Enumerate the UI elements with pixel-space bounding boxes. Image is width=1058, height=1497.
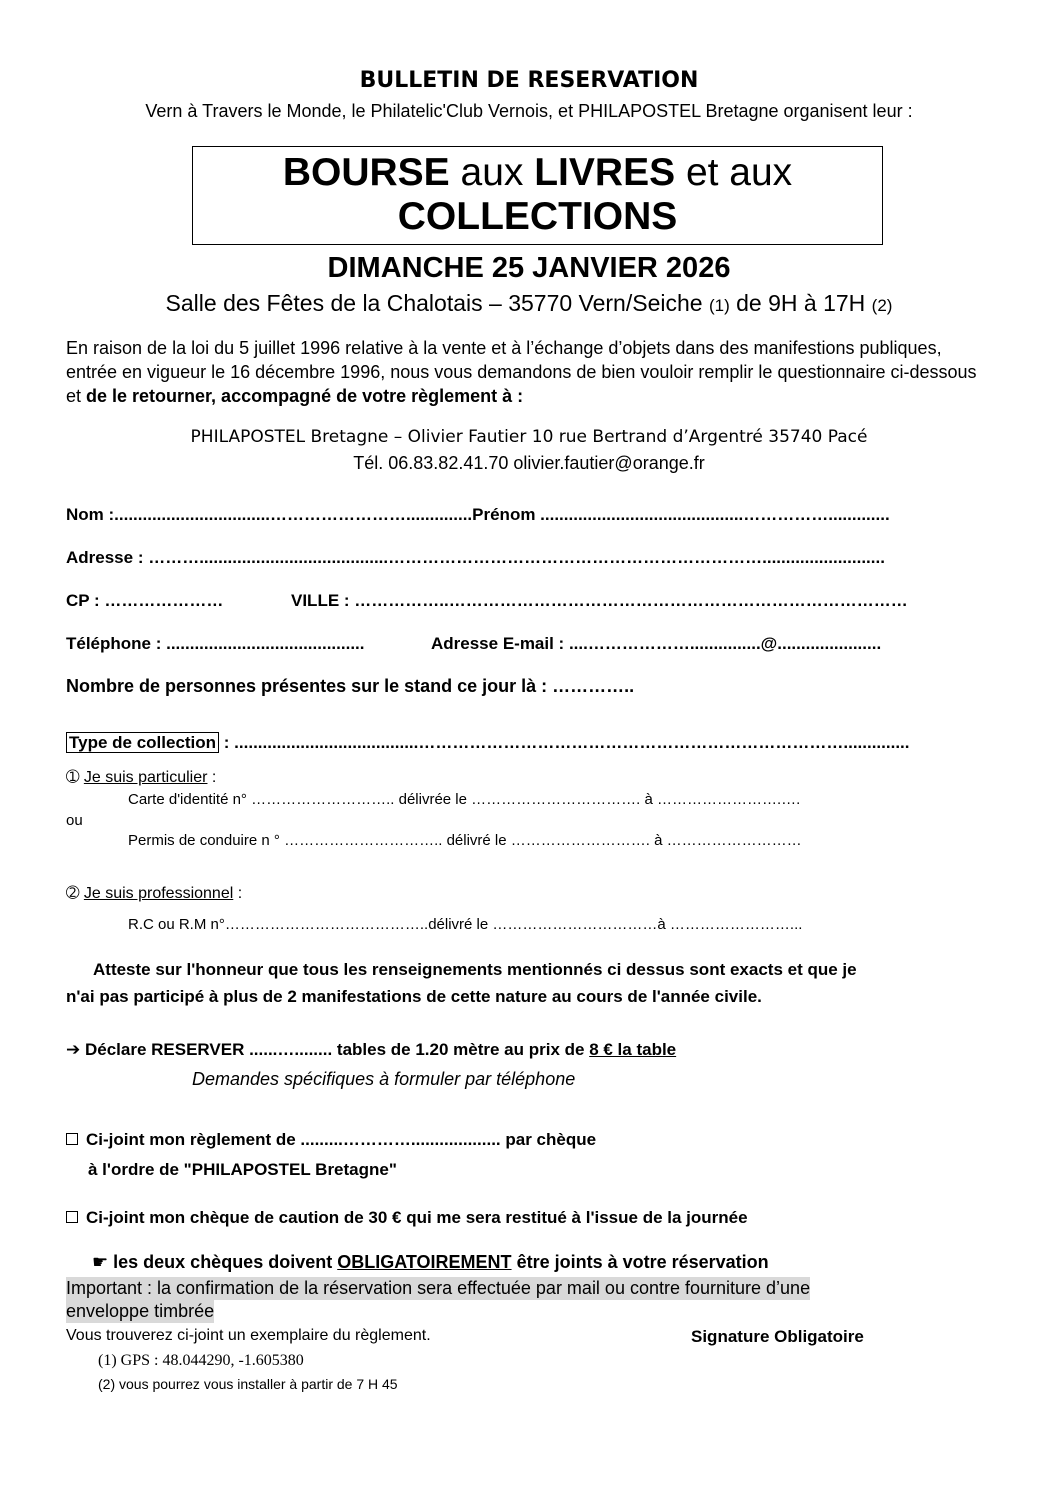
number-one-icon: ➀ [66, 769, 84, 786]
reservation-text: Déclare RESERVER ......…........ tables de 1.20 mètre au prix de [80, 1040, 590, 1059]
permis-field[interactable]: Permis de conduire n ° ………………………….. délivré le ………………………. à ……………………… [128, 832, 802, 849]
reglement-note: Vous trouverez ci-joint un exemplaire du règlement. [66, 1327, 431, 1344]
warning-post: être joints à votre réservation [511, 1252, 769, 1272]
postal-address: PHILAPOSTEL Bretagne – Olivier Fautier 10 rue Bertrand d’Argentré 35740 Pacé [190, 427, 868, 447]
phone-email: Tél. 06.83.82.41.70 olivier.fautier@orange.fr [353, 453, 705, 473]
nombre-personnes-field[interactable]: Nombre de personnes présentes sur le stand ce jour là : ………….. [66, 676, 635, 696]
footnote-gps: (1) GPS : 48.044290, -1.605380 [98, 1352, 304, 1369]
intro-text: En raison de la loi du 5 juillet 1996 relative à la vente et à l’échange d’objets dans des manifestions publiques, entrée en vigueur le 16 décembre 1996, nous vous demandons de bien vouloir remplir le questionnaire ci-dessous et [66, 338, 977, 406]
event-word-bourse: BOURSE [282, 151, 450, 194]
rc-rm-field[interactable]: R.C ou R.M n°…………………………………..délivré le ……………………………à ……………………... [128, 916, 803, 933]
cp-field[interactable]: CP : ………………… [66, 591, 224, 610]
reservation-line[interactable] [66, 1040, 676, 1060]
important-line-2: enveloppe timbrée [66, 1301, 215, 1321]
type-collection-dots: : .......................................………………………………………………………………….............. [219, 733, 910, 752]
event-date: DIMANCHE 25 JANVIER 2026 [327, 252, 731, 284]
email-field[interactable]: Adresse E-mail : ....………………...............@...................... [431, 634, 882, 653]
attestation-line-1: Atteste sur l'honneur que tous les renseignements mentionnés ci dessus sont exacts et que je [93, 960, 857, 979]
payment-option-reglement[interactable] [66, 1130, 596, 1150]
signature-label: Signature Obligatoire [691, 1327, 864, 1346]
event-venue [0, 290, 1058, 317]
checkbox-icon[interactable] [66, 1211, 78, 1223]
mandatory-warning [92, 1252, 769, 1273]
type-collection-label: Type de collection [66, 732, 219, 753]
pointing-hand-icon: ☛ [92, 1252, 109, 1272]
specific-requests-note: Demandes spécifiques à formuler par téléphone [192, 1069, 576, 1089]
particulier-label: Je suis particulier [83, 769, 208, 786]
type-collection-field[interactable] [66, 733, 910, 753]
arrow-right-icon: ➔ [66, 1040, 81, 1059]
particulier-option[interactable] [66, 767, 216, 787]
attestation-line-2: n'ai pas participé à plus de 2 manifestations de cette nature au cours de l'année civile. [66, 987, 762, 1006]
adresse-field[interactable]: Adresse : ………........................................………………………………………………………….......................... [66, 548, 885, 567]
ou-label: ou [66, 812, 83, 829]
event-word-livres: LIVRES [534, 151, 676, 194]
intro-bold: de le retourner, accompagné de votre règlement à : [86, 386, 524, 406]
table-price: 8 € la table [589, 1040, 677, 1059]
venue-note-2: (2) [871, 296, 893, 315]
number-two-icon: ➁ [66, 885, 84, 902]
venue-name: Salle des Fêtes de la Chalotais – 35770 Vern/Seiche [165, 290, 709, 316]
warning-obligatoirement: OBLIGATOIREMENT [337, 1252, 512, 1272]
payment-reglement-text: Ci-joint mon règlement de .........…………................... par chèque [86, 1130, 597, 1149]
professionnel-label: Je suis professionnel [83, 885, 234, 902]
venue-note-1: (1) [708, 296, 730, 315]
telephone-field[interactable]: Téléphone : .......................................... [66, 634, 365, 653]
event-word-et-aux: et aux [675, 151, 793, 194]
intro-paragraph [66, 336, 996, 408]
footnote-install: (2) vous pourrez vous installer à partir de 7 H 45 [98, 1376, 398, 1392]
nom-prenom-field[interactable]: Nom :.................................……………………..............Prénom ...........................................……………............. [66, 505, 890, 524]
payment-order-line: à l'ordre de "PHILAPOSTEL Bretagne" [88, 1160, 397, 1179]
warning-pre: les deux chèques doivent [108, 1252, 338, 1272]
event-title-line-1 [193, 151, 882, 195]
professionnel-colon: : [233, 885, 243, 902]
payment-caution-text: Ci-joint mon chèque de caution de 30 € qui me sera restitué à l'issue de la journée [86, 1208, 748, 1227]
event-title-box [192, 146, 883, 245]
event-word-aux: aux [449, 151, 535, 194]
important-line-1: Important : la confirmation de la réservation sera effectuée par mail ou contre fourniture d’une [66, 1278, 811, 1298]
carte-identite-field[interactable]: Carte d'identité n° ……………………….. délivrée le ……………………………. à …………………….…. [128, 791, 801, 808]
page-title: BULLETIN DE RESERVATION [359, 68, 699, 93]
ville-field[interactable]: VILLE : ……………..……………………………………………………………………… [291, 591, 908, 610]
checkbox-icon[interactable] [66, 1133, 78, 1145]
event-title-line-2: COLLECTIONS [397, 195, 678, 238]
professionnel-option[interactable] [66, 883, 242, 903]
payment-option-caution[interactable] [66, 1208, 748, 1228]
particulier-colon: : [207, 769, 217, 786]
event-hours: de 9H à 17H [729, 290, 872, 316]
organizers-line: Vern à Travers le Monde, le Philatelic'Club Vernois, et PHILAPOSTEL Bretagne organisent leur : [145, 101, 913, 121]
